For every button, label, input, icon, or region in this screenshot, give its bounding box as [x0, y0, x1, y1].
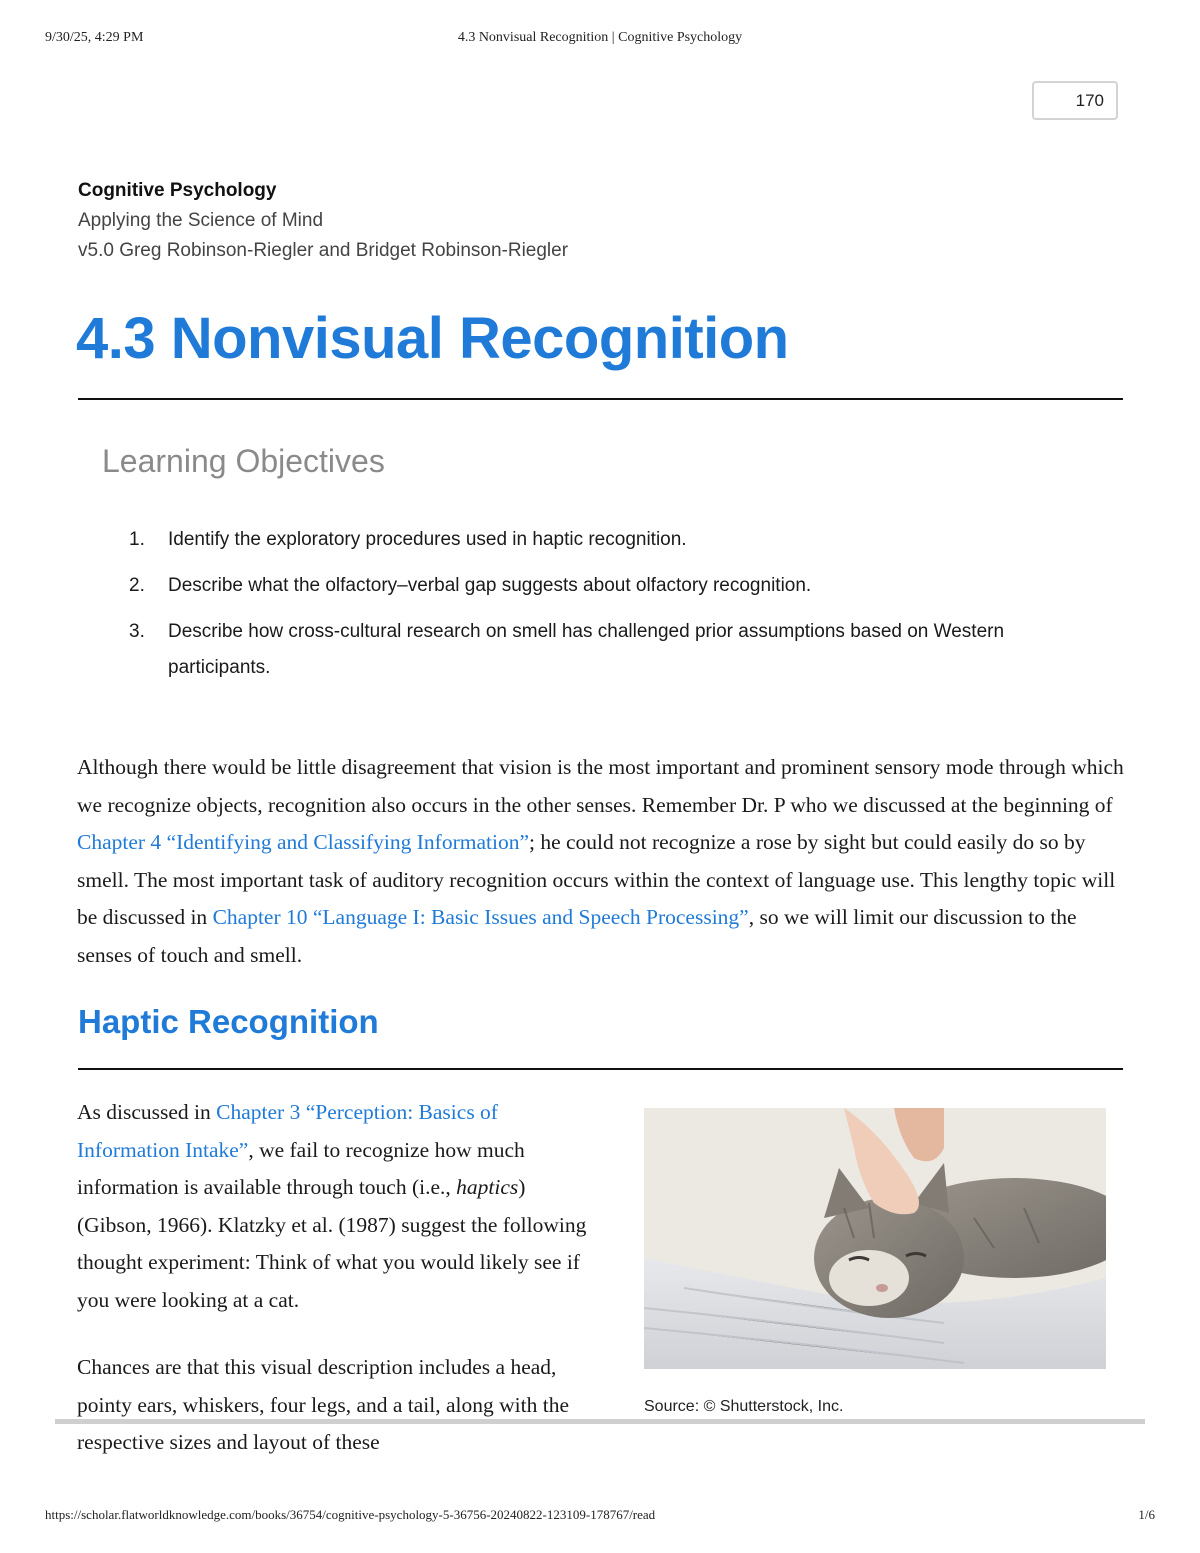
- cat-photo-illustration: [644, 1108, 1106, 1369]
- book-meta: [78, 176, 568, 266]
- title-divider: [78, 398, 1123, 400]
- haptic-paragraph: Chances are that this visual description includes a head, pointy ears, whiskers, four legs, and a tail, along with the respective sizes and layout of these: [77, 1355, 570, 1454]
- haptics-term: haptics: [456, 1175, 519, 1199]
- print-title: 4.3 Nonvisual Recognition | Cognitive Psychology: [457, 30, 743, 45]
- intro-text: Although there would be little disagreement that vision is the most important and prominent sensory mode through which we recognize objects, recognition also occurs in the other senses. Remember Dr. P who we discussed at the beginning of: [77, 755, 1124, 817]
- objective-text: Identify the exploratory procedures used in haptic recognition.: [168, 529, 687, 550]
- intro-paragraph: [77, 749, 1127, 974]
- chapter-3-link[interactable]: Chapter 3 “Perception: Basics of Information Intake”: [77, 1100, 498, 1162]
- haptic-text: As discussed in: [77, 1100, 217, 1124]
- cat-photo: [644, 1108, 1106, 1369]
- book-title: Cognitive Psychology: [78, 180, 277, 201]
- section-divider: [78, 1068, 1123, 1070]
- haptic-text-column: [77, 1094, 597, 1492]
- print-footer: [45, 1507, 1155, 1527]
- haptic-paragraph: [77, 1094, 597, 1319]
- chapter-4-link[interactable]: Chapter 4 “Identifying and Classifying Information”: [77, 830, 529, 854]
- objective-item: [124, 522, 1084, 558]
- print-date: 9/30/25, 4:29 PM: [45, 30, 144, 45]
- objectives-list: [124, 522, 1084, 696]
- objectives-title: Learning Objectives: [102, 443, 385, 479]
- objective-number: 1.: [129, 529, 145, 550]
- book-subtitle: Applying the Science of Mind: [78, 210, 324, 231]
- print-url: https://scholar.flatworldknowledge.com/books/36754/cognitive-psychology-5-36756-20240822-123109-178767/read: [45, 1507, 656, 1522]
- horizontal-scrollbar[interactable]: [55, 1419, 1145, 1424]
- book-version-authors: v5.0 Greg Robinson-Riegler and Bridget Robinson-Riegler: [78, 240, 569, 261]
- objective-item: [124, 568, 1084, 604]
- objective-text: Describe what the olfactory–verbal gap suggests about olfactory recognition.: [168, 575, 812, 596]
- print-header: [45, 30, 1155, 50]
- page-number-box[interactable]: 170: [1032, 81, 1118, 120]
- objective-number: 2.: [129, 575, 145, 596]
- haptic-text: , we fail to recognize how much information is available through touch (i.e.,: [77, 1137, 525, 1199]
- objective-item: [124, 614, 1084, 686]
- intro-text: ; he could not recognize a rose by sight but could easily do so by smell. The most important task of auditory recognition occurs within the context of language use. This lengthy topic will be discussed in: [77, 830, 1116, 929]
- chapter-10-link[interactable]: Chapter 10 “Language I: Basic Issues and Speech Processing”: [212, 905, 749, 929]
- intro-text: , so we will limit our discussion to the senses of touch and smell.: [77, 905, 1077, 967]
- objective-text: Describe how cross-cultural research on smell has challenged prior assumptions based on Western participants.: [168, 621, 1005, 678]
- image-caption: Source: © Shutterstock, Inc.: [644, 1398, 844, 1415]
- haptic-text: ) (Gibson, 1966). Klatzky et al. (1987) suggest the following thought experiment: Think of what you would likely see if you were looking at a cat.: [77, 1175, 587, 1312]
- section-title: Haptic Recognition: [78, 1003, 379, 1040]
- chapter-title: 4.3 Nonvisual Recognition: [76, 306, 789, 371]
- objective-number: 3.: [129, 621, 145, 642]
- print-page-count: 1/6: [1138, 1507, 1155, 1522]
